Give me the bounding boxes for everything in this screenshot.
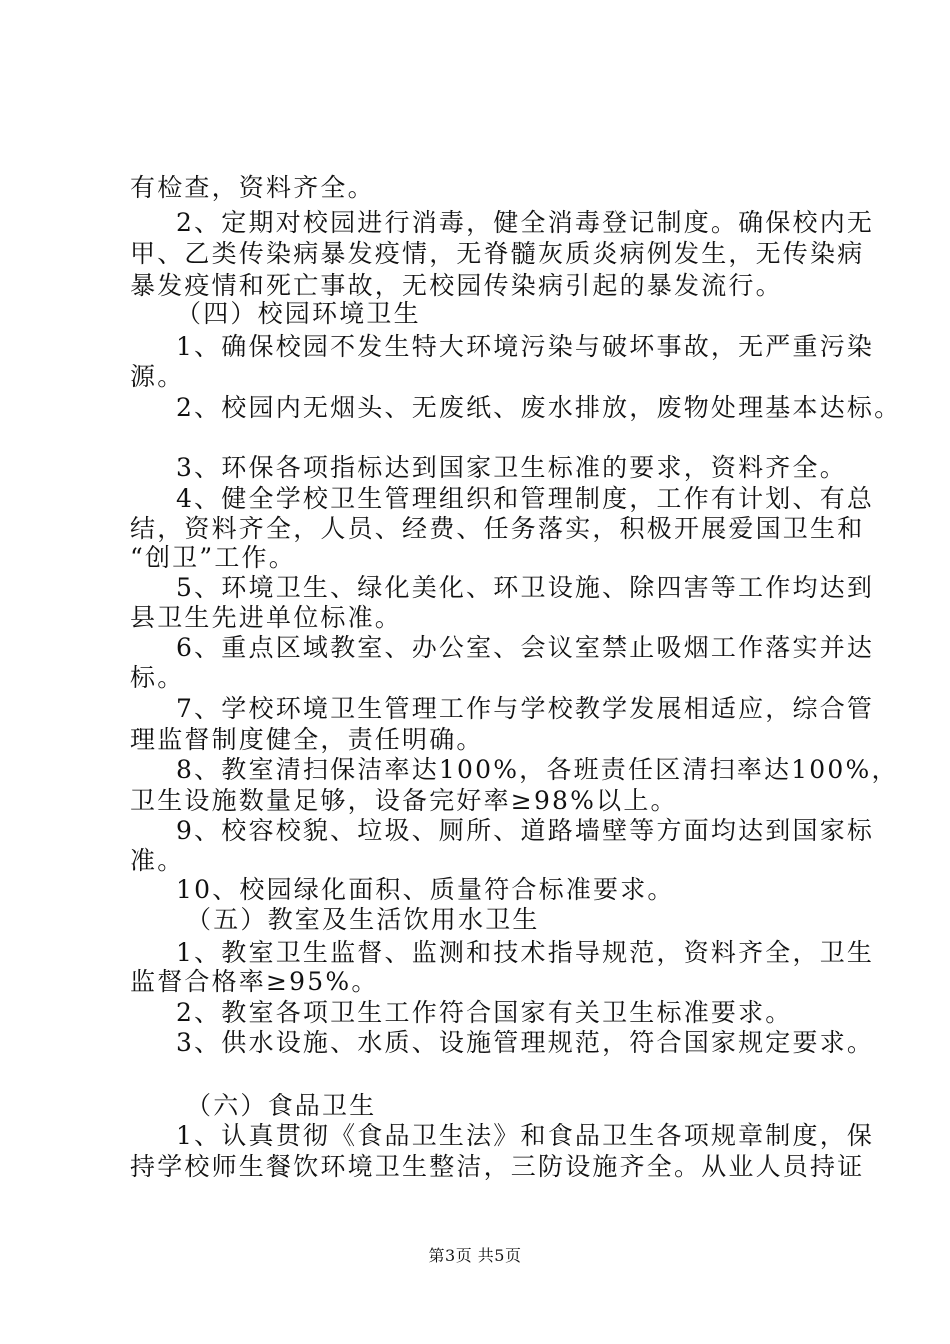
text-line: 8、教室清扫保洁率达100%，各班责任区清扫率达100%， <box>176 755 899 784</box>
text-line: 监督合格率≥95%。 <box>130 967 379 996</box>
text-line: 9、校容校貌、垃圾、厕所、道路墙壁等方面均达到国家标 <box>176 816 875 845</box>
text-line: 2、教室各项卫生工作符合国家有关卫生标准要求。 <box>176 998 793 1027</box>
text-line: “创卫”工作。 <box>130 543 296 572</box>
text-line: 6、重点区域教室、办公室、会议室禁止吸烟工作落实并达 <box>176 633 875 662</box>
text-line: 1、教室卫生监督、监测和技术指导规范，资料齐全，卫生 <box>176 938 875 967</box>
text-line: 源。 <box>130 362 185 391</box>
section-heading: （五）教室及生活饮用水卫生 <box>186 905 540 934</box>
text-line: 5、环境卫生、绿化美化、环卫设施、除四害等工作均达到 <box>176 573 875 602</box>
page-number: 第3页 共5页 <box>428 1246 522 1265</box>
text-line: 县卫生先进单位标准。 <box>130 603 403 632</box>
text-line: 4、健全学校卫生管理组织和管理制度，工作有计划、有总 <box>176 484 875 513</box>
section-heading: （六）食品卫生 <box>186 1091 377 1120</box>
text-line: 准。 <box>130 846 185 875</box>
text-line: 3、环保各项指标达到国家卫生标准的要求，资料齐全。 <box>176 453 847 482</box>
text-line: 卫生设施数量足够，设备完好率≥98%以上。 <box>130 786 678 815</box>
text-line: 持学校师生餐饮环境卫生整洁，三防设施齐全。从业人员持证 <box>130 1152 865 1181</box>
text-line: 3、供水设施、水质、设施管理规范，符合国家规定要求。 <box>176 1028 875 1057</box>
text-line: 暴发疫情和死亡事故，无校园传染病引起的暴发流行。 <box>130 271 783 300</box>
text-line: 10、校园绿化面积、质量符合标准要求。 <box>176 875 675 904</box>
text-line: 1、认真贯彻《食品卫生法》和食品卫生各项规章制度，保 <box>176 1121 875 1150</box>
section-heading: （四）校园环境卫生 <box>176 299 421 328</box>
text-line: 1、确保校园不发生特大环境污染与破坏事故，无严重污染 <box>176 332 875 361</box>
text-line: 有检查，资料齐全。 <box>130 173 375 202</box>
text-line: 理监督制度健全，责任明确。 <box>130 725 484 754</box>
text-line: 7、学校环境卫生管理工作与学校教学发展相适应，综合管 <box>176 694 875 723</box>
text-line: 2、定期对校园进行消毒，健全消毒登记制度。确保校内无 <box>176 208 875 237</box>
text-line: 标。 <box>130 663 185 692</box>
text-line: 2、校园内无烟头、无废纸、废水排放，废物处理基本达标。 <box>176 393 902 422</box>
text-line: 结，资料齐全，人员、经费、任务落实，积极开展爱国卫生和 <box>130 514 865 543</box>
text-line: 甲、乙类传染病暴发疫情，无脊髓灰质炎病例发生，无传染病 <box>130 239 865 268</box>
